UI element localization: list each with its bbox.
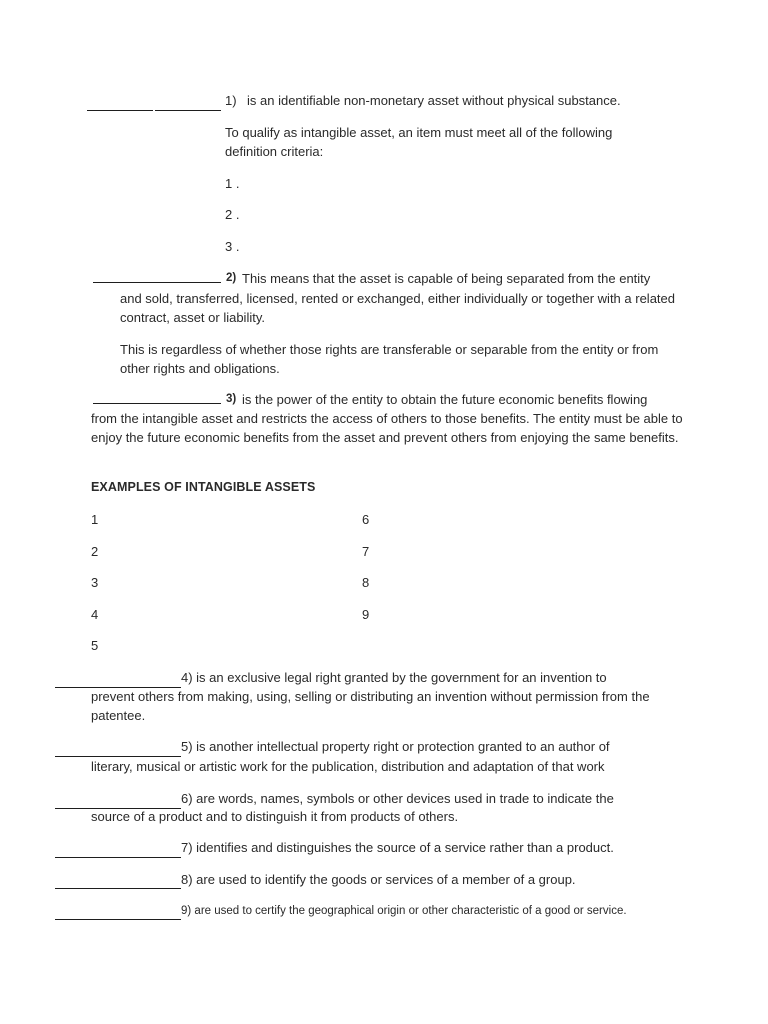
q5-text: 5) is another intellectual property right or protection granted to an author of [181, 739, 610, 754]
q3-continuation: from the intangible asset and restricts the access of others to those benefits. The entity must be able to enjoy the future economic benefits from the asset and prevent others from enjoying the same benefits. [91, 411, 683, 445]
q4-text: 4) is an exclusive legal right granted by the government for an invention to [181, 670, 607, 685]
answer-blank-7[interactable] [55, 857, 181, 858]
q1-number: 1) [225, 93, 237, 108]
example-blank-5: 5 [91, 638, 99, 653]
example-blank-2: 2 [91, 544, 99, 559]
q3-text: is the power of the entity to obtain the future economic benefits flowing [242, 392, 648, 407]
q8-text: 8) are used to identify the goods or services of a member of a group. [181, 872, 576, 887]
q6-continuation: source of a product and to distinguish it from products of others. [91, 809, 459, 824]
q1-text: is an identifiable non-monetary asset without physical substance. [247, 93, 621, 108]
q1-criteria-intro: To qualify as intangible asset, an item must meet all of the following definition criteria: [225, 125, 613, 159]
examples-heading: EXAMPLES OF INTANGIBLE ASSETS [91, 480, 316, 494]
q2-continuation: and sold, transferred, licensed, rented or exchanged, either individually or together with a related contract, asset or liability. [120, 291, 675, 325]
answer-blank-2[interactable] [93, 282, 221, 283]
criteria-item-3: 3 . [225, 239, 240, 254]
q2-number: 2) [226, 272, 237, 284]
answer-blank-1a[interactable] [87, 110, 153, 111]
criteria-item-1: 1 . [225, 176, 240, 191]
example-blank-8: 8 [362, 575, 370, 590]
answer-blank-8[interactable] [55, 888, 181, 889]
q6-text: 6) are words, names, symbols or other devices used in trade to indicate the [181, 791, 614, 806]
example-blank-7: 7 [362, 544, 370, 559]
example-blank-3: 3 [91, 575, 99, 590]
q2-note: This is regardless of whether those rights are transferable or separable from the entity or from other rights and obligations. [120, 342, 659, 376]
q4-continuation: prevent others from making, using, selling or distributing an invention without permission from the patentee. [91, 689, 650, 723]
example-blank-9: 9 [362, 607, 370, 622]
answer-blank-3[interactable] [93, 403, 221, 404]
q3-number: 3) [226, 393, 237, 405]
answer-blank-1b[interactable] [155, 110, 221, 111]
q9-text: 9) are used to certify the geographical origin or other characteristic of a good or service. [181, 905, 627, 917]
q2-text: This means that the asset is capable of being separated from the entity [242, 271, 651, 286]
example-blank-6: 6 [362, 512, 370, 527]
answer-blank-9[interactable] [55, 919, 181, 920]
q7-text: 7) identifies and distinguishes the source of a service rather than a product. [181, 840, 614, 855]
example-blank-1: 1 [91, 512, 99, 527]
example-blank-4: 4 [91, 607, 99, 622]
q5-continuation: literary, musical or artistic work for the publication, distribution and adaptation of that work [91, 759, 605, 774]
criteria-item-2: 2 . [225, 207, 240, 222]
